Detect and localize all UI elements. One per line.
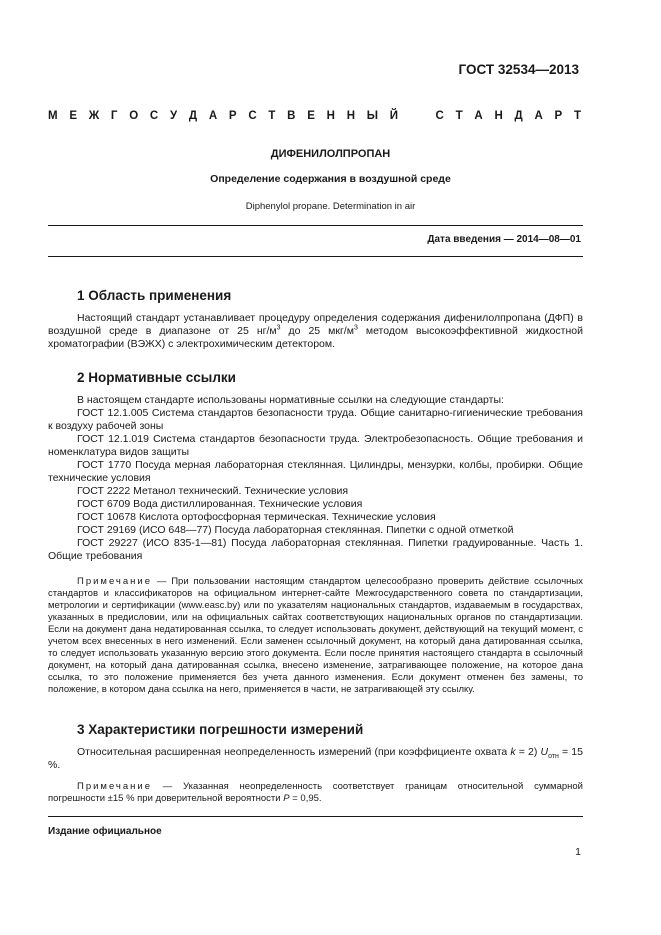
section-1-body <box>48 312 583 351</box>
banner-letter: С <box>149 110 159 122</box>
document-title: ДИФЕНИЛОЛПРОПАН <box>270 148 391 160</box>
note-text: — При пользовании настоящим стандартом целесообразно проверить действие ссылочных стандартов и классификаторов на официальном интернет-сайте Межгосударственного совета по стандартизации, метрологии и сертификации (www.easc.by) или по указателям национальных стандартов, издаваемым в государствах, указанных в предисловии, или на официальных сайтах соответствующих национальных органов по стандартизации. Если на документ дана недатированная ссылка, то следует использовать документ, действующий на текущий момент, с учетом всех внесенных в него изменений. Если заменен ссылочный документ, на который дана датированная ссылка, то следует использовать указанную версию этого документа. Если после принятия настоящего стандарта в ссылочный документ, на который дана датированная ссылка, внесено изменение, затрагивающее положение, на которое дана ссылка, то это положение применяется без учета данного изменения. Если документ отменен без замены, то положение, в котором дана ссылка на него, применяется в части, не затрагивающей эту ссылку. <box>48 576 583 695</box>
reference-item: ГОСТ 12.1.005 Система стандартов безопасности труда. Общие санитарно-гигиенические требования к воздуху рабочей зоны <box>48 407 583 432</box>
banner-letter: Н <box>494 110 503 122</box>
subscript: отн <box>548 753 559 761</box>
banner-letter: А <box>534 110 543 122</box>
section-2-intro: В настоящем стандарте использованы нормативные ссылки на следующие стандарты: <box>77 394 504 406</box>
banner-letter: Н <box>326 110 335 122</box>
section-2-heading: 2 Нормативные ссылки <box>77 370 236 385</box>
footer-divider <box>48 816 583 817</box>
official-edition-label: Издание официальное <box>48 826 162 837</box>
reference-item: ГОСТ 29227 (ИСО 835-1—81) Посуда лабораторная стеклянная. Пипетки градуированные. Часть 1. Общие требования <box>48 537 583 562</box>
banner-letter: А <box>208 110 218 122</box>
reference-item: ГОСТ 2222 Метанол технический. Технические условия <box>77 485 349 497</box>
note-text: — Указанная неопределенность соответствует границам относительной суммарной погрешности ±15 % при доверительной вероятности <box>48 781 583 804</box>
document-subtitle: Определение содержания в воздушной среде <box>210 173 451 185</box>
banner-letter: Е <box>307 110 315 122</box>
symbol-p: P <box>283 793 290 804</box>
section-3-heading: 3 Характеристики погрешности измерений <box>77 722 364 737</box>
banner-word-gap <box>410 110 424 122</box>
section-1-paragraph <box>48 312 583 351</box>
divider-bottom <box>48 256 583 257</box>
banner-letter: Р <box>228 110 237 122</box>
superscript: 3 <box>353 324 358 332</box>
banner-letter: С <box>248 110 257 122</box>
text-part: до 25 мкг/м <box>280 325 354 337</box>
banner-letter: А <box>474 110 483 122</box>
banner-letter: М <box>48 110 58 122</box>
text-part: = 15 %. <box>48 746 583 771</box>
superscript: 3 <box>276 324 281 332</box>
banner-letter: В <box>287 110 296 122</box>
banner-letter: О <box>129 110 139 122</box>
english-title: Diphenylol propane. Determination in air <box>245 201 416 212</box>
note-paragraph <box>48 781 583 805</box>
symbol-k: k <box>510 746 516 758</box>
text-part: Относительная расширенная неопределенность измерений (при коэффициенте охвата <box>77 746 511 758</box>
reference-item: ГОСТ 12.1.019 Система стандартов безопасности труда. Электробезопасность. Общие требования и номенклатура видов защиты <box>48 433 583 458</box>
reference-item: ГОСТ 1770 Посуда мерная лабораторная стеклянная. Цилиндры, мензурки, колбы, пробирки. Общие технические условия <box>48 459 583 484</box>
note-label: Примечание <box>77 781 152 792</box>
section-3-paragraph <box>48 746 583 772</box>
divider-top <box>48 225 583 226</box>
banner-letter: Г <box>110 110 118 122</box>
section-3-body <box>48 746 583 772</box>
banner-letter: Ы <box>366 110 379 122</box>
text-part: Настоящий стандарт устанавливает процедуру определения содержания дифенилолпропана (ДФП) в воздушной среде в диапазоне от 25 нг/м <box>48 312 583 337</box>
banner-letter: Д <box>514 110 523 122</box>
page-number: 1 <box>575 846 581 858</box>
note-text: = 0,95. <box>289 793 322 804</box>
note-paragraph <box>48 576 583 696</box>
introduction-date: Дата введения — 2014—08—01 <box>427 234 581 245</box>
banner-letter: Т <box>573 110 581 122</box>
text-part: методом высокоэффективной жидкостной хроматографии (ВЭЖХ) с электрохимическим детектором. <box>48 325 583 350</box>
note-label: Примечание <box>77 576 152 587</box>
section-1-heading: 1 Область применения <box>77 288 232 303</box>
section-2-note <box>48 576 583 696</box>
banner-letter: Д <box>188 110 198 122</box>
banner-letter: Р <box>554 110 563 122</box>
reference-item: ГОСТ 10678 Кислота ортофосфорная термическая. Технические условия <box>77 511 436 523</box>
text-part: = 2) <box>515 746 541 758</box>
banner-letter: Т <box>268 110 276 122</box>
reference-item: ГОСТ 6709 Вода дистиллированная. Технические условия <box>77 498 363 510</box>
banner-letter: У <box>169 110 178 122</box>
reference-item: ГОСТ 29169 (ИСО 648—77) Посуда лабораторная стеклянная. Пипетки с одной отметкой <box>77 524 514 536</box>
banner-letter: С <box>435 110 444 122</box>
standard-number: ГОСТ 32534—2013 <box>458 62 579 77</box>
banner-letter: Й <box>389 110 399 122</box>
interstate-standard-banner <box>48 110 581 122</box>
banner-letter: Т <box>455 110 463 122</box>
section-2-body <box>48 394 583 563</box>
banner-letter: Н <box>346 110 356 122</box>
reference-list <box>48 407 583 563</box>
section-3-note <box>48 781 583 805</box>
symbol-u: U <box>540 746 549 758</box>
banner-letter: Ж <box>88 110 100 122</box>
banner-letter: Е <box>69 110 78 122</box>
